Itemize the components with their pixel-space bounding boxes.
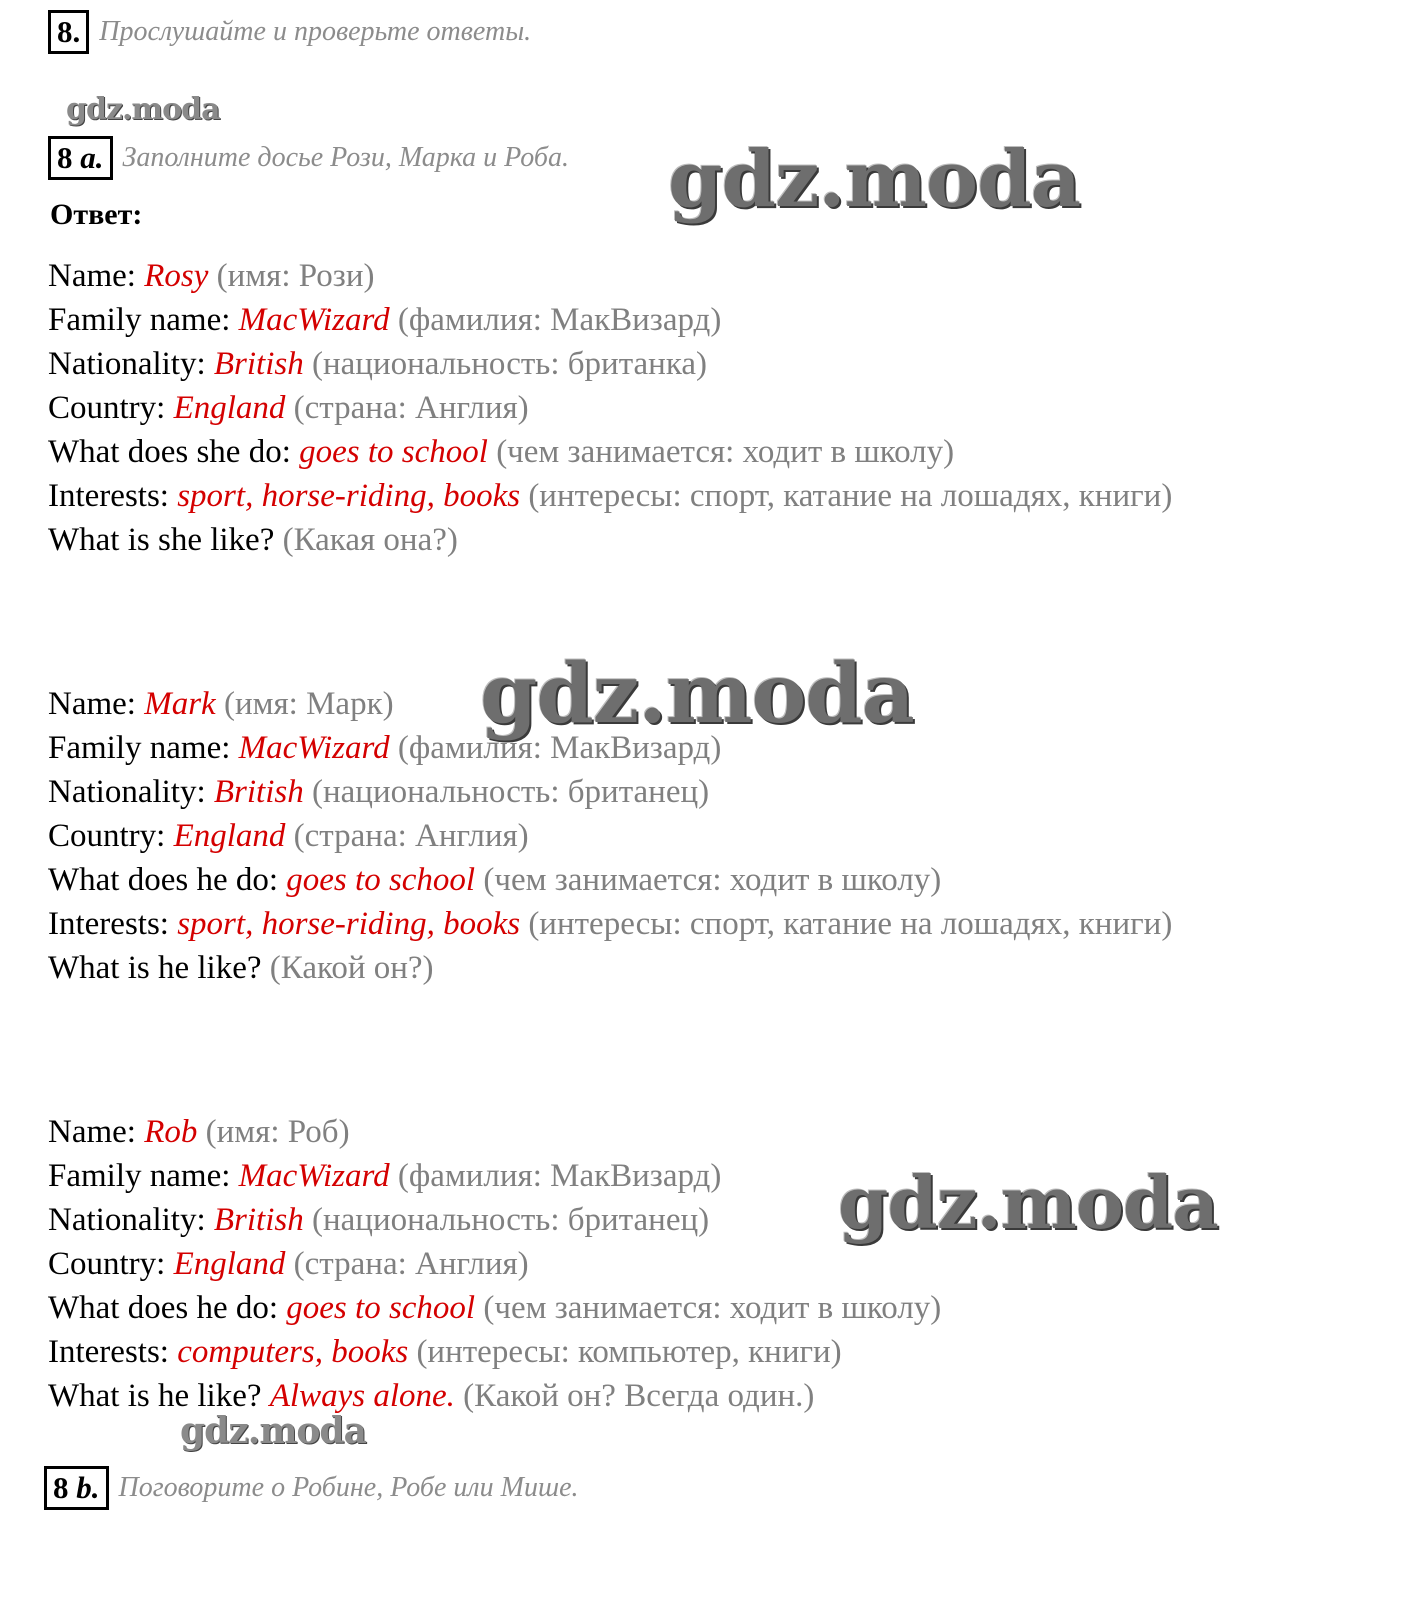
task-number: 8 b. <box>44 1466 109 1510</box>
dossier-line: Country: England (страна: Англия) <box>48 818 529 854</box>
task-number: 8. <box>48 10 89 54</box>
dossier-line: Name: Mark (имя: Марк) <box>48 686 394 722</box>
task-8-header <box>48 10 531 54</box>
watermark: gdz.moda <box>180 1410 366 1452</box>
dossier-line: Family name: MacWizard (фамилия: МакВизард) <box>48 1158 722 1194</box>
dossier-line: Country: England (страна: Англия) <box>48 390 529 426</box>
watermark: gdz.moda <box>668 134 1081 225</box>
dossier-line: Country: England (страна: Англия) <box>48 1246 529 1282</box>
task-instruction: Заполните досье Рози, Марка и Роба. <box>122 142 569 173</box>
dossier-line: Nationality: British (национальность: британка) <box>48 346 708 382</box>
dossier-line: What does he do: goes to school (чем занимается: ходит в школу) <box>48 1290 942 1326</box>
dossier-line: What is he like? Always alone. (Какой он? Всегда один.) <box>48 1378 815 1414</box>
task-8b-header <box>44 1466 579 1510</box>
watermark: gdz.moda <box>480 646 914 742</box>
dossier-line: What does he do: goes to school (чем занимается: ходит в школу) <box>48 862 942 898</box>
dossier-line: Interests: computers, books (интересы: компьютер, книги) <box>48 1334 842 1370</box>
dossier-line: What is he like? (Какой он?) <box>48 950 434 986</box>
task-number: 8 a. <box>48 136 113 180</box>
dossier-line: Name: Rob (имя: Роб) <box>48 1114 350 1150</box>
answer-label: Ответ: <box>50 198 143 231</box>
task-8a-header <box>48 136 569 180</box>
dossier-line: Family name: MacWizard (фамилия: МакВизард) <box>48 302 722 338</box>
dossier-line: Nationality: British (национальность: британец) <box>48 774 710 810</box>
dossier-line: Nationality: British (национальность: британец) <box>48 1202 710 1238</box>
dossier-line: Interests: sport, horse-riding, books (интересы: спорт, катание на лошадях, книги) <box>48 478 1173 514</box>
dossier-line: Name: Rosy (имя: Рози) <box>48 258 375 294</box>
dossier-line: Interests: sport, horse-riding, books (интересы: спорт, катание на лошадях, книги) <box>48 906 1173 942</box>
dossier-line: What is she like? (Какая она?) <box>48 522 458 558</box>
watermark: gdz.moda <box>838 1160 1218 1245</box>
dossier-rosy <box>48 254 1248 562</box>
task-instruction: Прослушайте и проверьте ответы. <box>99 16 532 47</box>
dossier-line: What does she do: goes to school (чем занимается: ходит в школу) <box>48 434 955 470</box>
watermark: gdz.moda <box>66 92 220 127</box>
dossier-line: Family name: MacWizard (фамилия: МакВизард) <box>48 730 722 766</box>
task-instruction: Поговорите о Робине, Робе или Мише. <box>118 1472 579 1503</box>
dossier-rob <box>48 1110 941 1418</box>
